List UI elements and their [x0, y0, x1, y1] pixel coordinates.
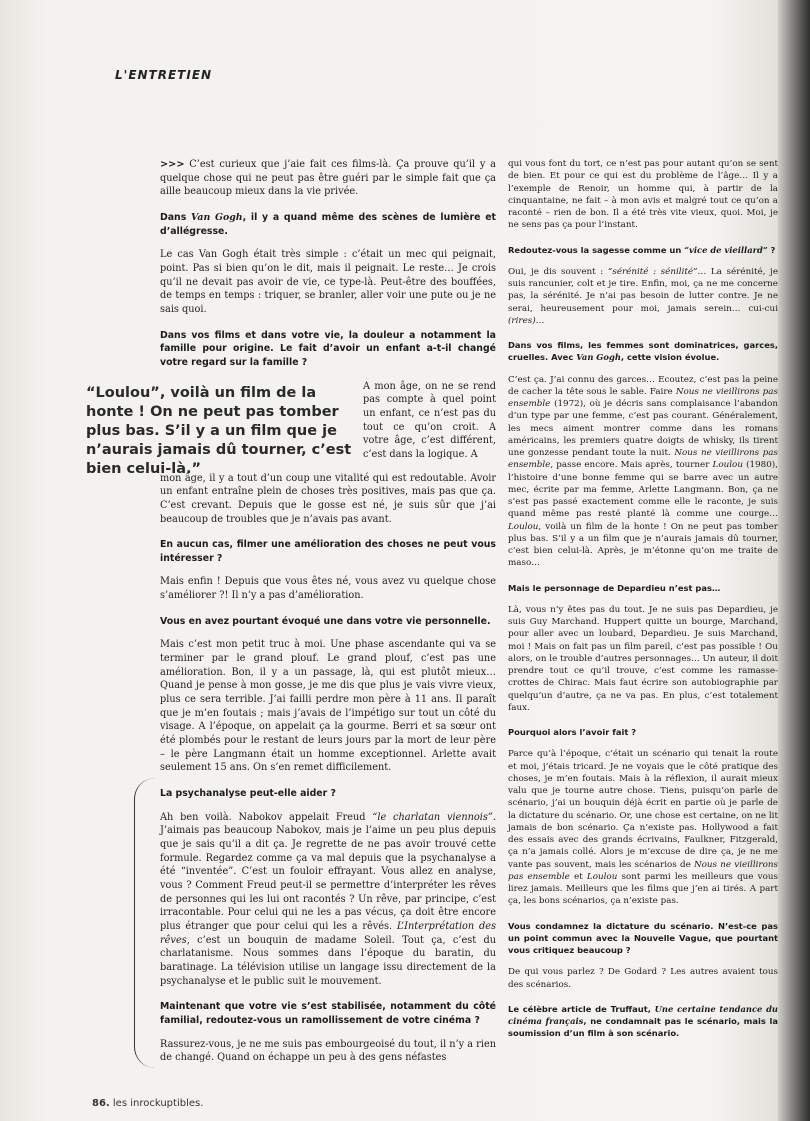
margin-bracket-mark: [134, 778, 155, 1068]
page-footer: [92, 1098, 203, 1109]
answer-text: Ah ben voilà. Nabokov appelait Freud: [160, 811, 373, 823]
question: [508, 244, 778, 256]
question: [508, 339, 778, 364]
answer-paragraph: De qui vous parlez ? De Godard ? Les autres avaient tous des scénarios.: [508, 967, 778, 990]
section-label: L'ENTRETIEN: [115, 68, 213, 82]
book-title: L’Interprétation des rêves: [160, 920, 496, 946]
question: [508, 1003, 778, 1040]
answer-text: C’est ça. J’ai connu des garces… Ecoutez, c’est pas la peine de cacher la tête sous le sable. Faire: [508, 374, 778, 397]
question-text: Le célèbre article de Truffaut,: [508, 1003, 655, 1014]
answer-wrapped-text: A mon âge, on ne se rend pas compte à quel point un enfant, ce n’est pas du tout ce qu’on croit. A votre âge, c’est différent, c’est dans la logique. A: [363, 380, 496, 460]
publication-name: les inrockuptibles.: [112, 1098, 204, 1109]
answer-paragraph: qui vous font du tort, ce n’est pas pour autant qu’on se sent de bien. Et pour ce qui est du problème de l’âge… Il y a l’exemple de Renoir, un homme qui, à partir de la cinquantaine, ne fait – à mon avis et malgré tout ce qu’on a raconté – rien de bon. Il a été très vite vieux, quoi. Moi, je ne sens pas ça pour l’instant.: [508, 159, 778, 231]
answer-text: , passe encore. Mais après, tourner: [550, 460, 713, 471]
answer-paragraph: [160, 158, 496, 199]
answer-paragraph: Rassurez-vous, je ne me suis pas embourgeoisé du tout, il n’y a rien de changé. Quand on échappe un peu à des gens néfastes: [160, 1038, 497, 1064]
quote-text: “vice de vieillard”: [684, 244, 768, 255]
answer-text: sont parmi les meilleurs que vous lirez jamais. Meilleurs que les films que j’en ai tirés. A part ça, les bons scénarios, ça n’existe pas.: [508, 871, 778, 907]
question-text: Dans vos films, les femmes sont dominatrices, garces, cruelles. Avec: [508, 340, 778, 363]
question: En aucun cas, filmer une amélioration des choses ne peut vous intéresser ?: [160, 539, 496, 564]
article-title: Une certaine tendance du cinéma français: [508, 1003, 778, 1026]
answer-text: , c’est un bouquin de madame Soleil. Tout ça, c’est du charlatanisme. Nous sommes dans l’époque du baratin, du baratinage. La télévision utilise un langage issu directement de la psychanalyse et le public suit le mouvement.: [160, 934, 496, 987]
answer-text: . J’aimais pas beaucoup Nabokov, mais je l’aime un peu plus depuis que je sais qu’il a dit ça. Je regrette de ne pas avoir trouvé cette formule. Regardez comme ça va mal depuis que la psychanalyse a été “inventée”. C’est un fouloir effrayant. Vous allez en analyse, vous ? Comment Freud peut-il se permettre d’interpréter les rêves de personnes qui les lui ont racontés ? Un rêve, par principe, c’est irracontable. Pour celui qui ne les a pas vécus, ça doit être encore plus étranger que pour celui qui les a rêvés.: [160, 811, 496, 932]
answer-text: (1972), où je décris sans complaisance l’abandon d’un type par une femme, c’est pas courant. Généralement, les mecs aiment montrer comme dans les romans américains, les premiers quatre doigts de whisky, ils tirent une gonzesse pendant toute la nuit.: [508, 399, 778, 458]
question-text: Dans: [160, 211, 192, 223]
answer-text: … La sérénité, je suis rancunier, colt et je tire. Enfin, moi, ça ne me concerne pas, la sérénité. Je n’ai pas besoin de lutter contre. Je ne serai, heureusement pour moi, jamais serein… cui-cui: [508, 266, 778, 314]
question: Vous en avez pourtant évoqué une dans votre vie personnelle.: [160, 615, 491, 627]
paragraph-text: C’est curieux que j’aie fait ces films-là. Ça prouve qu’il y a quelque chose qui ne peut pas être guéri par le simple fait que ça aille beaucoup mieux dans la vie privée.: [160, 159, 496, 198]
answer-paragraph: [508, 266, 778, 327]
answer-paragraph: [508, 748, 778, 907]
question-text: , ne condamnait pas le scénario, mais la soumission d’un film à son scénario.: [508, 1016, 778, 1039]
film-title: Nous ne vieillirons pas ensemble: [508, 859, 778, 882]
question-text: , cette vision évolue.: [620, 352, 720, 363]
answer-paragraph: [160, 380, 496, 527]
answer-paragraph: Le cas Van Gogh était très simple : c’était un mec qui peignait, point. Pas si bien qu’on le dit, mais il peignait. Le reste… Je crois qu’il ne devait pas avoir de vie, ce type-là. Peut-être des bouffées, de temps en temps : triquer, se branler, aller voir une pute ou je ne sais quoi.: [160, 249, 496, 315]
question: Vous condamnez la dictature du scénario. N’est-ce pas un point commun avec la Nouvelle Vague, que pourtant vous critiquez beaucoup ?: [508, 920, 778, 955]
binding-shadow: [778, 0, 810, 1121]
film-title: Loulou: [586, 871, 618, 882]
pull-quote: “Loulou”, voilà un film de la honte ! On ne peut pas tomber plus bas. S’il y a un film que je n’aurais jamais dû tourner, c’est bien celui-là.”: [86, 385, 352, 477]
answer-paragraph: [160, 811, 496, 989]
film-title: Loulou: [712, 460, 743, 471]
answer-text: …: [535, 315, 545, 326]
question: Pourquoi alors l’avoir fait ?: [508, 727, 637, 737]
answer-paragraph: Là, vous n’y êtes pas du tout. Je ne suis pas Depardieu, je suis Guy Marchand. Huppert quitte un bourge, Marchand, pour aller avec un loubard, Depardieu. Je suis Marchand, moi ! Mais on fait pas un film pareil, c’est pas possible ! Ou alors, on le trouble d’autres personnages… Un auteur, il doit prendre tout ce qu’il trouve, c’est comme les ramasse-crottes de Chirac. Mais faut écrire son autobiographie par quelqu’un d’autre, ça ne va pas. En plus, c’est totalement faux.: [508, 604, 778, 713]
question: Maintenant que votre vie s’est stabilisée, notamment du côté familial, redoutez-vous un ramollissement de votre cinéma ?: [160, 1001, 496, 1026]
question-text: ?: [767, 244, 776, 255]
film-title: Nous ne vieillirons pas ensemble: [508, 386, 778, 409]
answer-paragraph: Mais c’est mon petit truc à moi. Une phase ascendante qui va se terminer par le grand plouf. Le grand plouf, c’est pas une amélioration. Bon, il y a un passage, là, qui est plutôt mieux… Quand je pense à mon gosse, je me dis que plus je vais vivre vieux, plus ce sera terrible. J’ai failli perdre mon père à 11 ans. Il paraît que je m’en foutais ; mais j’avais de l’impétigo sur tout un côté du visage. A l’époque, on appelait ça la gourme. Berri et sa sœur ont été plombés pour le restant de leurs jours par la mort de leur père – le père Langmann était un homme exceptionnel. Arlette avait seulement 15 ans. On s’en remet difficilement.: [160, 639, 496, 774]
question: Mais le personnage de Depardieu n’est pas…: [508, 582, 721, 593]
answer-text: et: [569, 871, 587, 882]
film-title: Nous ne vieillirons pas ensemble: [508, 448, 778, 471]
question-text: Redoutez-vous la sagesse comme un: [508, 244, 685, 255]
quote-text: “le charlatan viennois”: [372, 811, 493, 823]
film-title: Van Gogh: [576, 352, 621, 363]
answer-text: Oui, je dis souvent :: [508, 266, 608, 277]
question: Dans vos films et dans votre vie, la douleur a notamment la famille pour origine. Le fait d’avoir un enfant a-t-il changé votre regard sur la famille ?: [160, 329, 496, 368]
answer-text: mon âge, il y a tout d’un coup une vitalité qui est redoutable. Avoir un enfant entraîne plein de choses très positives, mais pas que ça. C’est crevant. Depuis que le gosse est né, je suis sûr que j’ai beaucoup de troubles que je n’avais pas avant.: [160, 472, 496, 525]
question-text: , il y a quand même des scènes de lumière et d’allégresse.: [160, 211, 497, 237]
page-number: 86.: [92, 1098, 110, 1109]
aside-text: (rires): [508, 315, 536, 326]
question: La psychanalyse peut-elle aider ?: [160, 788, 336, 799]
answer-paragraph: Mais enfin ! Depuis que vous êtes né, vous avez vu quelque chose s’améliorer ?! Il n’y a pas d’amélioration.: [160, 576, 496, 602]
answer-paragraph: [508, 374, 778, 570]
left-column: [160, 158, 496, 1077]
right-column: [508, 158, 778, 1050]
quote-text: “sérénité : sénilité”: [607, 266, 698, 277]
answer-text: (1980), l’histoire d’une bonne femme qui se barre avec un autre mec, écrite par ma femme, Arlette Langmann. Bon, ça ne s’est pas passé exactement comme elle le raconte, je suis quand même pas resté planté là comme une courge…: [508, 460, 778, 520]
answer-text: Parce qu’à l’époque, c’était un scénario qui tenait la route et moi, j’étais tricard. Je ne voyais que le côté pratique des choses, je m’en foutais. Mais à la réflexion, il aurait mieux valu que je tourne autre chose. Tiens, puisqu’on parle de scénario, j’ai un bouquin déjà écrit en partie où je parle de la dictature du scénario. Or, une chose est certaine, on ne lit jamais de bon scénario. Ça n’existe pas. Hollywood a fait des essais avec des grands écrivains, Faulkner, Fitzgerald, ça n’a jamais collé. Alors je m’excuse de dire ça, je ne me vante pas souvent, mais les scénarios de: [508, 749, 778, 870]
film-title: Van Gogh: [191, 211, 243, 223]
film-title: Loulou: [508, 521, 539, 532]
continuation-arrow-icon: >>>: [160, 159, 185, 170]
answer-text: , voilà un film de la honte ! On ne peut pas tomber plus bas. S’il y a un film que je n’aurais jamais dû tourner, c’est bien celui-là. Après, je m’étonne qu’on me traite de maso…: [508, 521, 778, 569]
question: [160, 211, 496, 238]
